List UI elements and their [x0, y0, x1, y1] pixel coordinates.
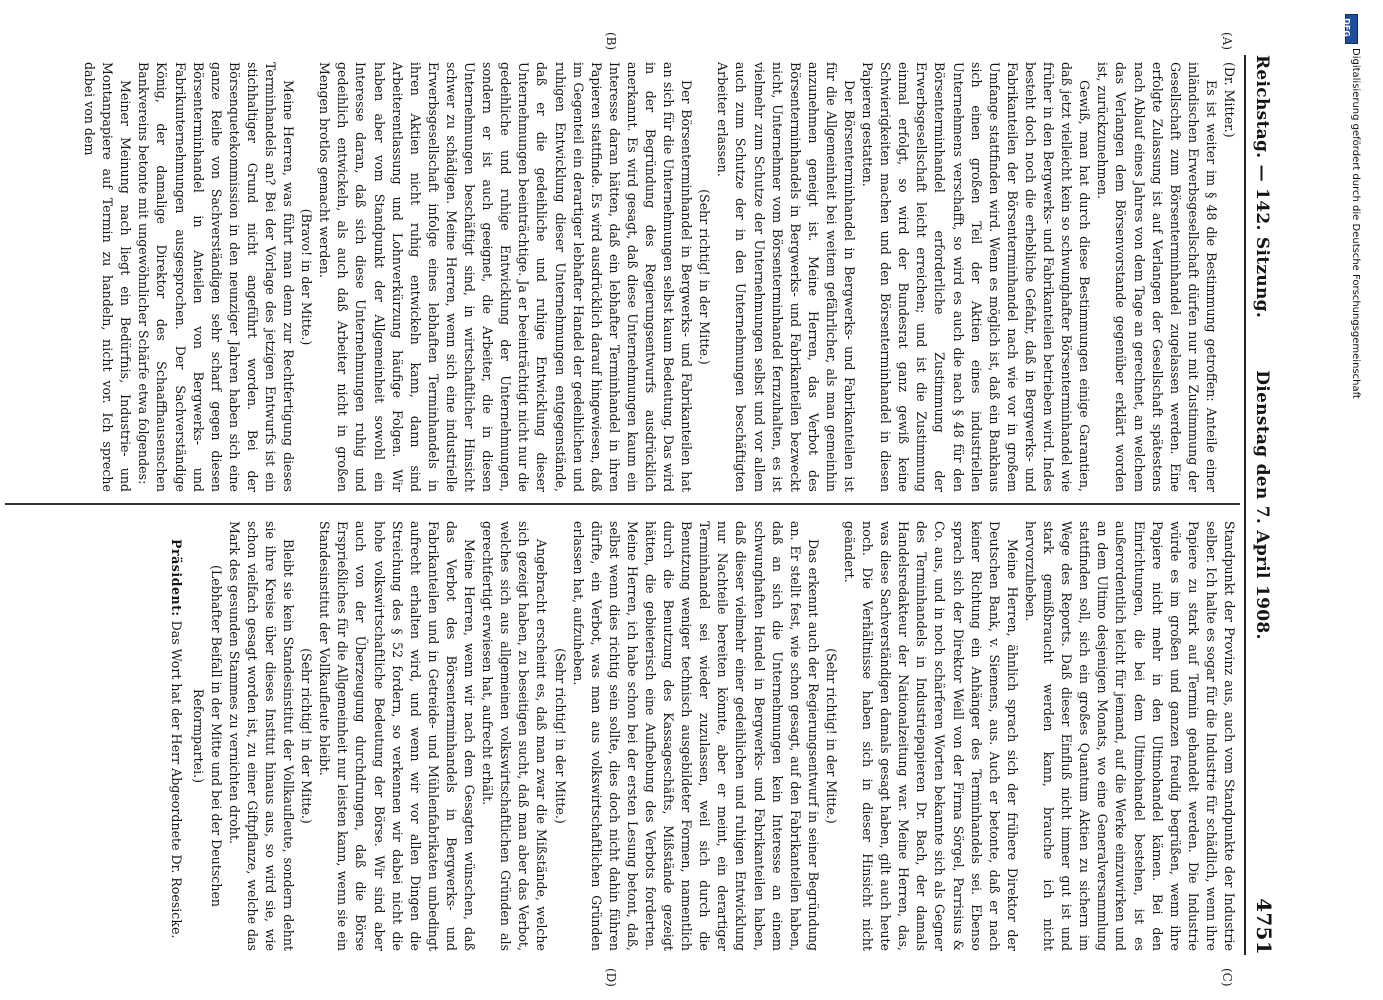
- paragraph: Meine Herren, ähnlich sprach sich der frühere Direktor der Deutschen Bank, v. Siemens, aus. Auch er betonte, daß er nach keiner Richtung ein Anhänger des Terminhandels sei. Ebenso sprach sich der Direktor Weill von der Firma Sörgel, Parrisius & Co. aus, und in noch schärferen Worten bekannte sich als Gegner des Terminhandels in Industriepapieren Dr. Bach, der damals Handelsredakteur der Nationalzeitung war. Meine Herren, das, was diese Sachverständigen damals gesagt haben, gilt auch heute noch. Die Verhältnisse haben sich in dieser Hinsicht nicht geändert.: [842, 521, 1020, 951]
- paragraph: Gewiß, man hat durch diese Bestimmungen einige Garantien, daß jetzt vielleicht kein so schwunghafter Börsenterminhandel wie früher in den Bergwerks- und Fabrikanteilen betrieben wird. Indes besteht doch noch die erhebliche Gefahr, daß in Bergwerks- und Fabrikanteilen der Börsenterminhandel nach wie vor in großem Umfange stattfinden wird. Wenn es möglich ist, daß ein Bankhaus sich einen großen Teil der Aktien eines industriellen Unternehmens verschafft, so wird es auch die nach § 48 für den Börsenterminhandel erforderliche Zustimmung der Erwerbsgesellschaft leicht erreichen; und ist die Zustimmung einmal erfolgt, so wird der Bundesrat ganz gewiß keine Schwierigkeiten machen und den Börsenterminhandel in diesen Papieren gestatten.: [860, 62, 1093, 492]
- header-date: Dienstag den 7. April 1908.: [1252, 370, 1272, 640]
- right-column: [8, 521, 1238, 951]
- header-rule: [1244, 55, 1246, 955]
- president-statement: [166, 521, 184, 951]
- quotation: Meiner Meinung nach liegt ein Bedürfnis, Industrie- und Montanpapiere auf Termin zu handeln, nicht vor. Ich spreche dabei von dem: [82, 62, 134, 492]
- paragraph: Der Börsenterminhandel in Bergwerks- und Fabrikanteilen hat an sich für die Unternehmungen selbst kaum Bedeutung. Das wird in der Begründung des Regierungsentwurfs ausdrücklich anerkannt. Es wird gesagt, daß diese Unternehmungen kaum ein Interesse daran hätten, daß ein lebhafter Terminhandel in ihren Papieren stattfinde. Es wird ausdrücklich darauf hingewiesen, daß im Gegenteil ein derartiger lebhafter Handel der gedeihlichen und ruhigen Entwicklung dieser Unternehmungen entgegenstände, daß er die gedeihliche und ruhige Entwicklung dieser Unternehmungen beeinträchtige. Ja er beeinträchtigt nicht nur die gedeihliche und ruhige Entwicklung der Unternehmungen, sondern er ist auch geeignet, die Arbeiter, die in diesen Unternehmungen beschäftigt sind, in wirtschaftlicher Hinsicht schwer zu schädigen. Meine Herren, wenn sich eine industrielle Erwerbsgesellschaft infolge eines lebhaften Terminhandels in ihren Aktien nicht ruhig entwickeln kann, dann sind Arbeiterentlassung und Lohnverkürzung häufige Folgen. Wir haben aber vom Standpunkt der Allgemeinheit sowohl ein Interesse daran, daß sich diese Unternehmungen ruhig und gedeihlich entwickeln, als auch daß Arbeiter nicht in großen Mengen brotlos gemacht werden.: [317, 62, 695, 492]
- margin-letter-a: (A): [1220, 32, 1234, 51]
- left-column: [8, 62, 1238, 492]
- paragraph: Bleibt sie kein Standesinstitut der Vollkaufleute, sondern dehnt sie ihre Kreise über dieses Institut hinaus aus, so wird sie, wie schon vielfach gesagt worden ist, zu einer Giftpflanze, welche das Mark des gesunden Stammes zu vernichten droht.: [226, 521, 297, 951]
- president-text: Das Wort hat der Herr Abgeordnete Dr. Roesicke.: [168, 620, 184, 939]
- paragraph: Der Börsenterminhandel in Bergwerks- und Fabrikanteilen ist für die Allgemeinheit bei weitem gefährlicher, als man gemeinhin anzunehmen geneigt ist. Meine Herren, das Verbot des Börsenterminhandels in Bergwerks- und Fabrikanteilen bezweckt nicht, Unternehmer vom Börsenterminhandel fernzuhalten, es ist vielmehr zum Schutze der Unternehmungen selbst und vor allem auch zum Schutze der in den Unternehmungen beschäftigten Arbeiter erlassen.: [715, 62, 858, 492]
- paragraph: Es ist weiter im § 48 die Bestimmung getroffen: Anteile einer inländischen Erwerbsgesellschaft dürfen nur mit Zustimmung der Gesellschaft zum Börsenterminhandel zugelassen werden. Eine erfolgte Zulassung ist auf Verlangen der Gesellschaft spätestens nach Ablauf eines Jahres von dem Tage an gerechnet, an welchem das Verlangen dem Börsenvorstande gegenüber erklärt worden ist, zurückzunehmen.: [1095, 62, 1219, 492]
- page-header: [1246, 55, 1278, 955]
- dfg-logo-text: DFG: [1341, 18, 1351, 37]
- president-label: Präsident:: [168, 539, 184, 617]
- paragraph: Angebracht erscheint es, daß man zwar die Mißstände, welche sich gezeigt haben, zu beseitigen sucht, daß man aber das Verbot, welches sich aus allgemeinen volkswirtschaftlichen Gründen als gerechtfertigt erwiesen hat, aufrecht erhält.: [480, 521, 550, 951]
- quotation-continued: Standpunkt der Provinz aus, auch vom Standpunkte der Industrie selber. Ich halte es sogar für die Industrie für schädlich, wenn ihre Papiere zu stark auf Termin gehandelt werden. Die Industrie würde es im großen und ganzen freudig begrüßen, wenn ihre Papiere nicht mehr in den Ultimohandel kämen. Bei den Einrichtungen, die bei dem Ultimohandel bestehen, ist es außerordentlich leicht für jemand, auf die Werke einzuwirken und an dem Ultimo desjenigen Monats, wo eine Generalversammlung stattfinden soll, sich ein großes Quantum Aktien zu sichern im Wege des Reports. Daß dieser Einfluß nicht immer gut ist und stark gemißbraucht werden kann, brauche ich nicht hervorzuheben.: [1022, 521, 1237, 951]
- paragraph: Meine Herren, was führt man denn zur Rechtfertigung dieses Terminhandels an? Bei der Vorlage des jetzigen Entwurfs ist ein stichhaltiger Grund nicht angeführt worden. Bei der Börsenquetekommission in den neunziger Jahren haben sich eine ganze Reihe von Sachverständigen sehr scharf gegen diesen Börsenterminhandel in Anteilen von Bergwerks- und Fabrikunternehmungen ausgesprochen. Der Sachverständige König, der damalige Direktor des Schaaffhausenschen Bankvereins betonte mit ungewöhnlicher Schärfe etwa folgendes:: [136, 62, 297, 492]
- margin-letter-b: (B): [604, 32, 618, 51]
- interjection: (Bravo! in der Mitte.): [299, 208, 315, 346]
- paragraph: Das erkennt auch der Regierungsentwurf in seiner Begründung an. Er stellt fest, wie schon gesagt, auf den Fabrikanteilen haben, daß an sich die Unternehmungen kein Interesse an einem schwunghaften Handel in Bergwerks- und Fabrikanteilen haben, daß dieser vielmehr einer gedeihlichen und ruhigen Entwicklung nur Nachteile bereiten könnte, aber er meint, ein derartiger Terminhandel sei wieder zuzulassen, weil sich durch die Benutzung weniger technisch ausgebildeter Formen, namentlich durch die Benutzung des Kassageschäfts, Mißstände gezeigt hätten, die gebieterisch eine Aufhebung des Verbots forderten. Meine Herren, ich habe schon bei der ersten Lesung betont, daß, selbst wenn dies richtig sein sollte, dies doch nicht dahin führen dürfte, ein Verbot, was man aus volkswirtschaftlichen Gründen erlassen hat, aufzuheben.: [570, 521, 821, 951]
- margin-letter-c: (C): [1220, 968, 1234, 987]
- credit-text: Digitalisierung gefördert durch die Deutsche Forschungsgemeinschaft: [1350, 48, 1361, 399]
- interjection: (Lebhafter Beifall in der Mitte und bei der Deutschen Reformpartei.): [190, 564, 224, 908]
- interjection: (Sehr richtig! in der Mitte.): [552, 648, 568, 824]
- interjection: (Sehr richtig! in der Mitte.): [299, 648, 315, 824]
- dfg-logo: [1341, 14, 1358, 44]
- column-divider: [5, 503, 1240, 505]
- interjection: (Sehr richtig! in der Mitte.): [697, 189, 713, 365]
- speaker-reference: (Dr. Mitter.): [1222, 62, 1237, 138]
- margin-letter-d: (D): [604, 968, 618, 987]
- digitization-credit: [1341, 8, 1381, 992]
- page-number: 4751: [1252, 898, 1276, 955]
- interjection: (Sehr richtig! in der Mitte.): [823, 648, 839, 824]
- paragraph: Meine Herren, wenn wir nach dem Gesagten wünschen, daß das Verbot des Börsenterminhandels in Bergwerks- und Fabrikanteilen und in Getreide- und Mühlenfabrikaten unbedingt aufrecht erhalten wird, und wenn wir vor allen Dingen die Streichung des § 52 fordern, so verkennen wir dabei nicht die hohe volkswirtschaftliche Bedeutung der Börse. Wir sind aber auch von der Überzeugung durchdrungen, daß die Börse Ersprießliches für die Allgemeinheit nur leisten kann, wenn sie ein Standesinstitut der Vollkaufleute bleibt.: [317, 521, 478, 951]
- header-session: Reichstag. — 142. Sitzung.: [1252, 55, 1272, 319]
